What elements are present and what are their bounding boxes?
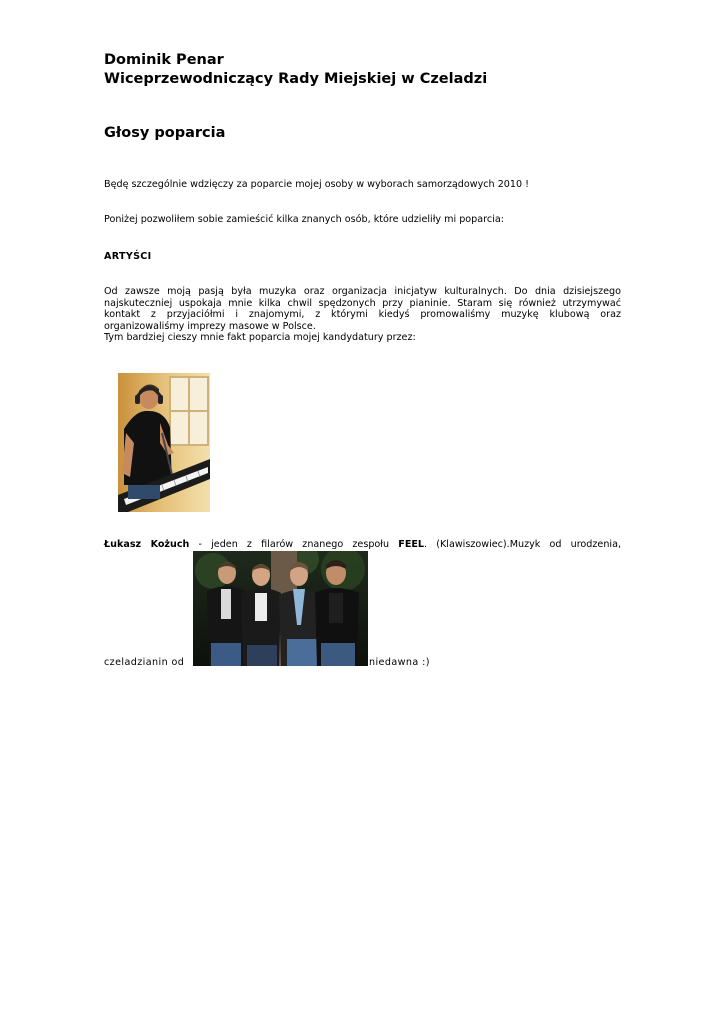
artists-paragraph — [104, 286, 621, 344]
artists-line: organizowaliśmy imprezy masowe w Polsce. — [104, 320, 316, 332]
person-text-before-band: - jeden z filarów znanego zespołu — [189, 539, 399, 550]
person-text-after-band: . (Klawiszowiec).Muzyk od urodzenia, — [424, 539, 621, 550]
category-heading: ARTYŚCI — [104, 251, 152, 262]
band-photo — [193, 551, 368, 666]
artists-line: najskuteczniej uspokaja mnie kilka chwil spędzonych przy pianinie. Staram się również utrzymywać — [104, 297, 621, 309]
artists-line: Od zawsze moją pasją była muzyka oraz organizacja inicjatyw kulturalnych. Do dnia dzisiejszego — [104, 286, 621, 297]
intro-paragraph: Poniżej pozwoliłem sobie zamieścić kilka znanych osób, które udzieliły mi poparcia: — [104, 214, 504, 225]
continuation-left: czeladzianin od — [104, 657, 185, 668]
person-caption — [104, 539, 621, 551]
person-name: Łukasz Kożuch — [104, 539, 190, 550]
author-role: Wiceprzewodniczący Rady Miejskiej w Czeladzi — [104, 71, 488, 87]
section-title: Głosy poparcia — [104, 125, 226, 141]
support-line: Tym bardziej cieszy mnie fakt poparcia mojej kandydatury przez: — [104, 332, 416, 343]
author-name: Dominik Penar — [104, 52, 224, 68]
continuation-right: niedawna :) — [369, 657, 430, 668]
artists-line: kontakt z przyjaciółmi i znajomymi, z którymi kiedyś promowaliśmy muzykę klubową oraz — [104, 309, 621, 320]
band-name: FEEL — [398, 539, 425, 550]
thanks-paragraph: Będę szczególnie wdzięczy za poparcie mojej osoby w wyborach samorządowych 2010 ! — [104, 179, 530, 190]
musician-photo — [118, 373, 210, 512]
